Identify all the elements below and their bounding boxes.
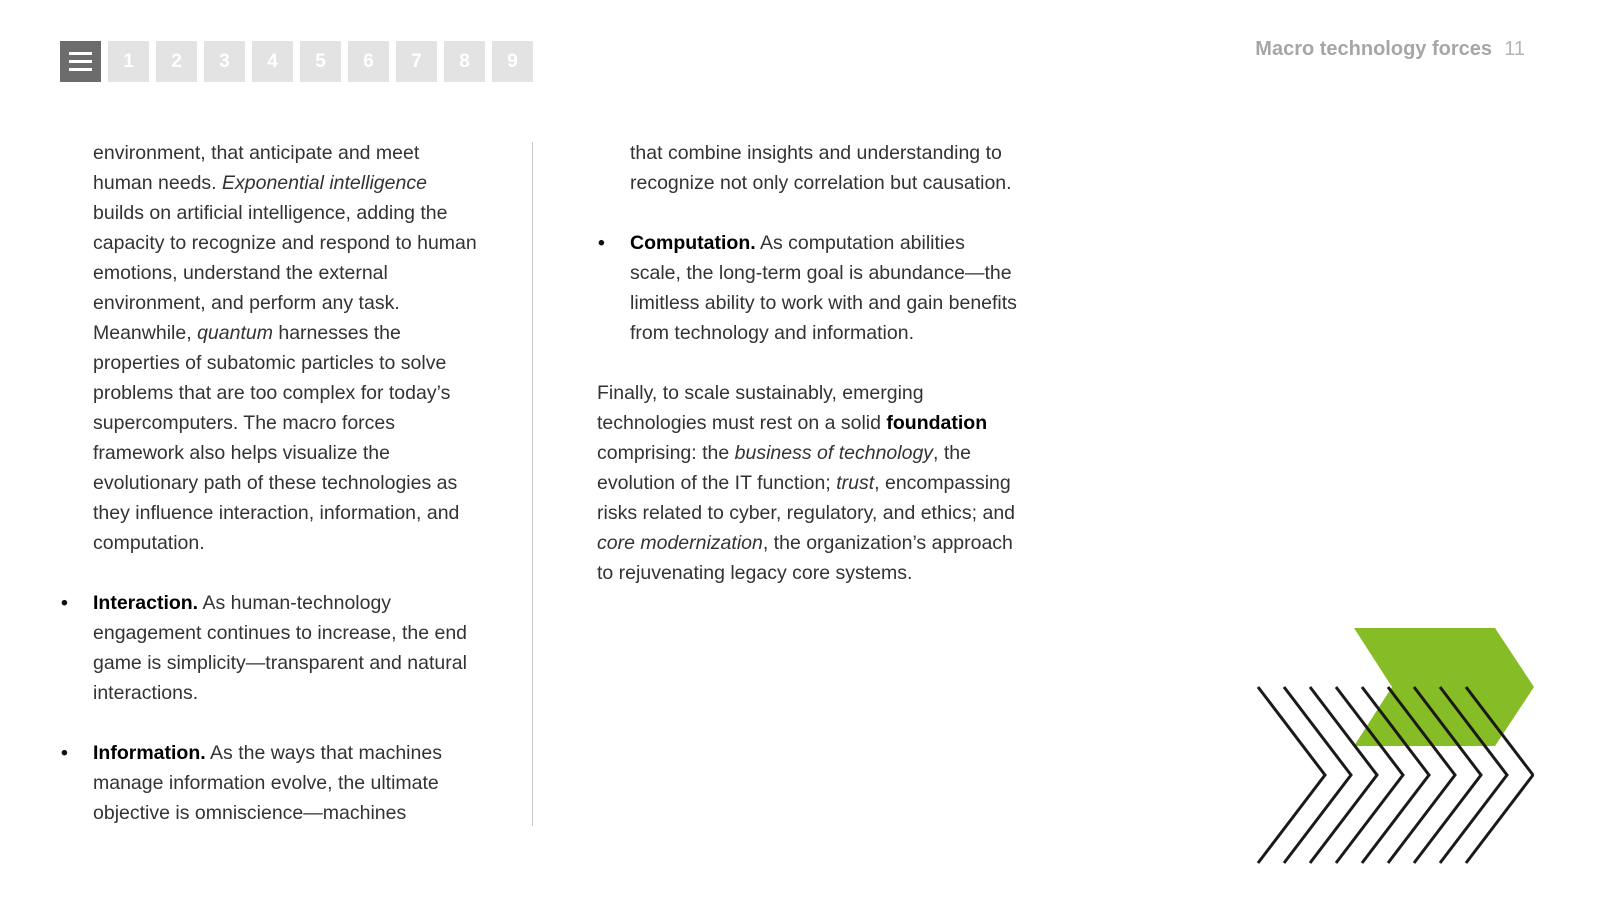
exponential-intelligence-term: Exponential intelligence — [222, 172, 427, 194]
nav-page-5[interactable]: 5 — [300, 41, 341, 82]
trust-term: trust — [836, 472, 875, 494]
computation-bullet: • Computation. As computation abilities scale, the long-term goal is abundance—the limitless ability to work with and gain benefits from technology and information. — [597, 228, 1017, 348]
nav-page-3[interactable]: 3 — [204, 41, 245, 82]
interaction-term: Interaction. — [93, 592, 199, 614]
foundation-paragraph: Finally, to scale sustainably, emerging technologies must rest on a solid foundation comprising: the business of technology, the evolution of the IT function; trust, encompassing risks related to cyber, regulatory, and ethics; and core modernization, the organization’s approach to rejuvenating legacy core systems. — [597, 382, 1016, 584]
nav-page-1[interactable]: 1 — [108, 41, 149, 82]
hamburger-menu-icon[interactable] — [60, 41, 101, 82]
nav-page-6[interactable]: 6 — [348, 41, 389, 82]
quantum-term: quantum — [197, 322, 273, 344]
right-column — [597, 138, 1017, 588]
continuation-text: that combine insights and understanding to recognize not only correlation but causation. — [630, 142, 1012, 194]
nav-page-8[interactable]: 8 — [444, 41, 485, 82]
left-column — [60, 138, 480, 828]
nav-page-7[interactable]: 7 — [396, 41, 437, 82]
interaction-bullet: • Interaction. As human-technology engagement continues to increase, the end game is simplicity—transparent and natural interactions. — [60, 588, 480, 708]
nav-page-2[interactable]: 2 — [156, 41, 197, 82]
chevron-arrows-graphic — [1242, 620, 1534, 865]
foundation-term: foundation — [886, 412, 988, 434]
section-title: Macro technology forces — [1255, 38, 1492, 60]
page-number: 11 — [1504, 38, 1525, 60]
nav-page-9[interactable]: 9 — [492, 41, 533, 82]
nav-page-4[interactable]: 4 — [252, 41, 293, 82]
core-modernization-term: core modernization — [597, 532, 763, 554]
computation-term: Computation. — [630, 232, 756, 254]
information-bullet: • Information. As the ways that machines manage information evolve, the ultimate objective is omniscience—machines — [60, 738, 480, 828]
column-divider — [532, 142, 533, 826]
page-navigation — [60, 41, 533, 82]
business-of-technology-term: business of technology — [734, 442, 934, 464]
information-term: Information. — [93, 742, 206, 764]
intro-paragraph: environment, that anticipate and meet human needs. Exponential intelligence builds on artificial intelligence, adding the capacity to recognize and respond to human emotions, understand the external environment, and perform any task. Meanwhile, quantum harnesses the properties of subatomic particles to solve problems that are too complex for today’s supercomputers. The macro forces framework also helps visualize the evolutionary path of these technologies as they influence interaction, information, and computation. — [93, 142, 477, 554]
